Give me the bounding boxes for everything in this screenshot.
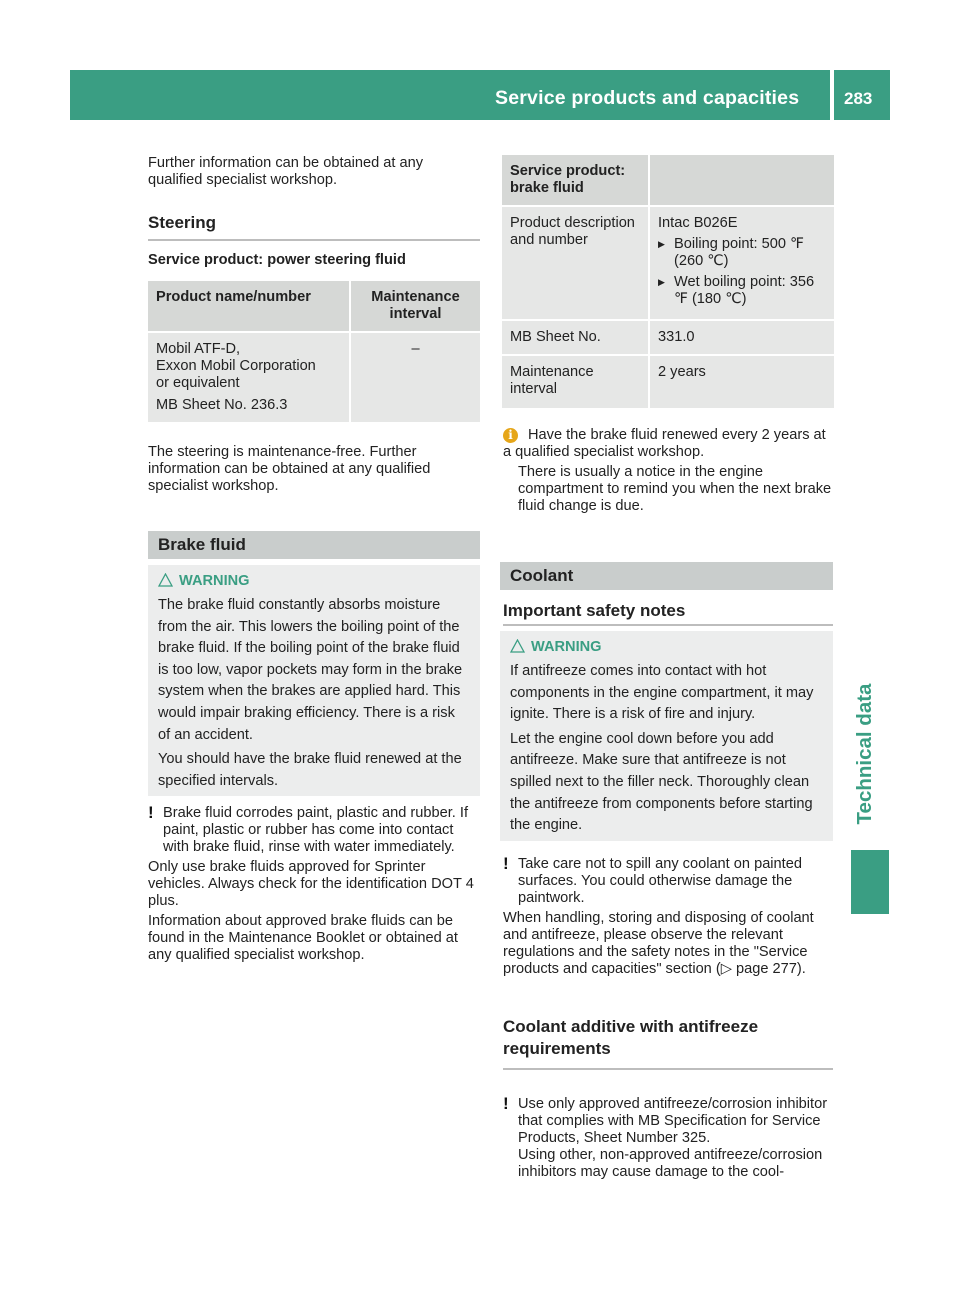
brake-fluid-table xyxy=(500,153,836,410)
steering-table xyxy=(146,279,482,424)
boiling-point-item: ▶ Boiling point: 500 ℉ (260 ℃) xyxy=(658,236,826,270)
boiling-point-item: ▶ Wet boiling point: 356 ℉ (180 ℃) xyxy=(658,274,826,308)
warning-text: Let the engine cool down before you add antifreeze. Make sure that antifreeze is not spilled next to the filler neck. Thoroughly clean the antifreeze from components before starting the engine. xyxy=(510,730,813,834)
header-title: Service products and capacities xyxy=(495,87,800,109)
brake-table-value: 2 years xyxy=(650,356,834,408)
product-line: or equivalent xyxy=(156,375,240,391)
brake-table-value: Intac B026E xyxy=(658,215,738,231)
notice-exclamation-icon: ! xyxy=(503,1094,509,1113)
intro-text: Further information can be obtained at any qualified specialist workshop. xyxy=(148,155,424,188)
steering-note: The steering is maintenance-free. Further information can be obtained at any qualified specialist workshop. xyxy=(148,444,431,494)
brake-fluid-band: Brake fluid xyxy=(148,531,480,559)
left-column xyxy=(148,155,480,495)
brake-notice xyxy=(148,805,480,856)
coolant-warning-box xyxy=(500,631,833,841)
additive-notice-text: Use only approved antifreeze/corrosion inhibitor that complies with MB Specification for Service Products, Sheet Number 325. xyxy=(518,1096,828,1146)
steering-heading: Steering xyxy=(148,213,217,232)
additive-notice xyxy=(503,1096,833,1181)
brake-para-2: Information about approved brake fluids can be found in the Maintenance Booklet or obtained at any qualified specialist workshop. xyxy=(148,913,458,963)
brake-warning-box xyxy=(148,565,480,796)
coolant-band: Coolant xyxy=(500,562,833,590)
coolant-para xyxy=(503,910,833,978)
steering-table-header-interval: Maintenance interval xyxy=(351,281,480,331)
brake-para-1: Only use brake fluids approved for Sprinter vehicles. Always check for the identification DOT 4 plus. xyxy=(148,859,474,909)
page-reference-link[interactable]: ▷ page 277 xyxy=(720,961,797,977)
safety-heading: Important safety notes xyxy=(503,601,686,620)
info-icon: i xyxy=(503,428,518,443)
product-sheet: MB Sheet No. 236.3 xyxy=(156,397,288,413)
warning-text: If antifreeze comes into contact with hot components in the engine compartment, it may ignite. There is a risk of fire and injury. xyxy=(510,663,814,723)
steering-table-product-cell xyxy=(148,333,349,422)
info-text-1: Have the brake fluid renewed every 2 years at a qualified specialist workshop. xyxy=(503,427,826,460)
brake-table-value: 331.0 xyxy=(650,321,834,354)
notice-exclamation-icon: ! xyxy=(503,854,509,873)
side-tab-marker xyxy=(851,850,889,914)
coolant-notice xyxy=(503,856,833,907)
steering-rule xyxy=(148,239,480,241)
warning-triangle-icon xyxy=(158,573,173,587)
product-line: Exxon Mobil Corporation xyxy=(156,358,316,374)
product-line: Mobil ATF-D, xyxy=(156,341,241,357)
left-lower xyxy=(148,805,480,964)
brake-info-note xyxy=(503,427,833,515)
additive-heading: Coolant additive with antifreeze requirements xyxy=(503,1017,759,1058)
warning-title xyxy=(158,571,470,591)
info-text-2: There is usually a notice in the engine compartment to remind you when the next brake fluid change is due. xyxy=(518,464,832,514)
steering-table-header-product: Product name/number xyxy=(148,281,349,331)
brake-table-header-empty xyxy=(650,155,834,205)
notice-exclamation-icon: ! xyxy=(148,803,154,822)
brake-table-header: Service product: brake fluid xyxy=(502,155,648,205)
page-number: 283 xyxy=(844,89,873,108)
brake-table-label: Maintenance interval xyxy=(502,356,648,408)
additive-notice-text: Using other, non-approved antifreeze/corrosion inhibitors may cause damage to the cool- xyxy=(518,1147,823,1180)
warning-text: You should have the brake fluid renewed at the specified intervals. xyxy=(158,751,462,789)
steering-table-interval-cell: – xyxy=(351,333,480,422)
steering-subheading: Service product: power steering fluid xyxy=(148,252,406,268)
warning-triangle-icon xyxy=(510,639,525,653)
coolant-para-end: ). xyxy=(796,961,806,977)
warning-title-text: WARNING xyxy=(531,639,602,655)
brake-notice-text: Brake fluid corrodes paint, plastic and rubber. If paint, plastic or rubber has come into contact with brake fluid, rinse with water immediately. xyxy=(163,805,469,855)
warning-text: The brake fluid constantly absorbs moisture from the air. This lowers the boiling point of the brake fluid. If the boiling point of the brake fluid is too low, vapor pockets may form in the brake system when the brakes are applied hard. This would impair braking efficiency. There is a risk of an accident. xyxy=(158,597,463,743)
warning-title-text: WARNING xyxy=(179,573,250,589)
brake-table-value-cell xyxy=(650,207,834,319)
brake-table-label: MB Sheet No. xyxy=(502,321,648,354)
brake-table-label: Product description and number xyxy=(502,207,648,319)
coolant-para-text: When handling, storing and disposing of coolant and antifreeze, please observe the relevant regulations and the safety notes in the "Service products and capacities" section ( xyxy=(503,910,814,977)
boiling-point-list xyxy=(658,236,826,308)
additive-rule xyxy=(503,1068,833,1070)
warning-title xyxy=(510,637,823,657)
safety-rule xyxy=(503,624,833,626)
side-tab-label: Technical data xyxy=(853,683,876,825)
right-lower xyxy=(503,856,833,978)
coolant-notice-text: Take care not to spill any coolant on painted surfaces. You could otherwise damage the paintwork. xyxy=(518,856,802,906)
